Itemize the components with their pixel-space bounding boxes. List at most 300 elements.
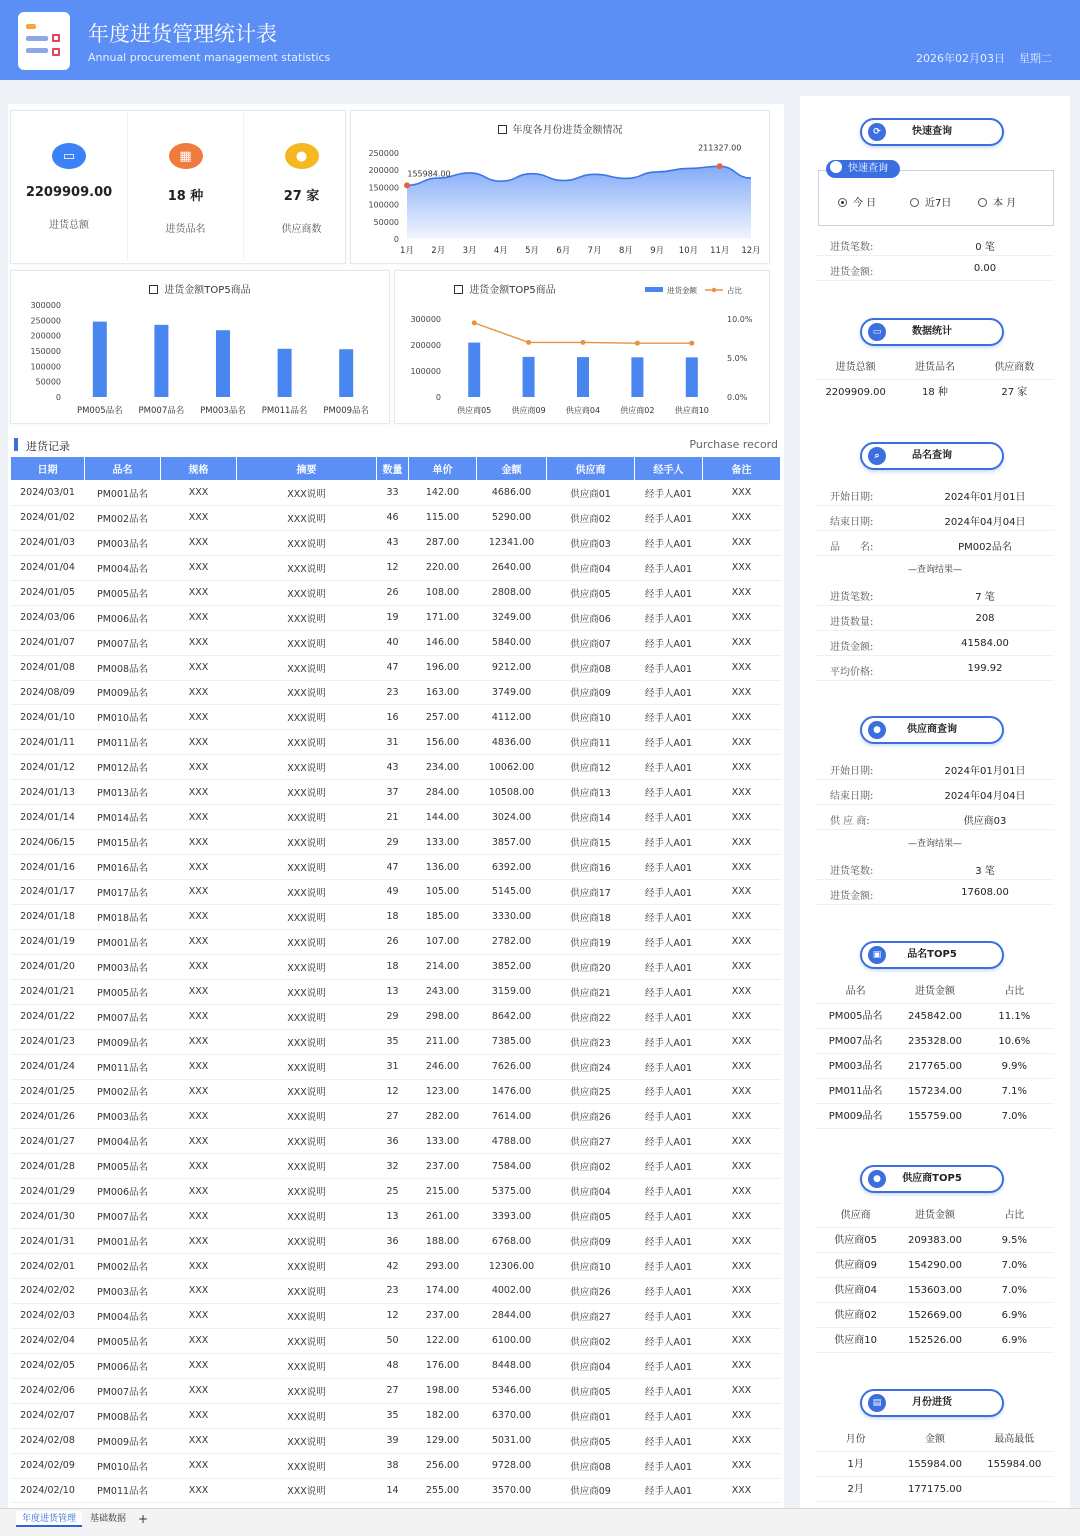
side-table-cell: 152526.00 [907,1335,963,1346]
table-cell: XXX说明 [237,1079,377,1104]
y2-tick-label: 10.0% [727,315,753,324]
table-cell: 107.00 [409,929,477,954]
table-row[interactable] [11,1029,781,1054]
table-cell: 33 [377,481,409,506]
table-row[interactable] [11,680,781,705]
y-tick-label: 250000 [30,316,61,326]
side-table-row [816,1229,1054,1253]
table-cell: 经手人A01 [635,730,703,755]
card-icon: ▭ [52,143,86,169]
row-value: 0 笔 [975,242,995,253]
table-cell: 2024/01/30 [11,1204,85,1229]
row-label: 进货笔数: [830,592,874,603]
table-cell: PM005品名 [85,979,161,1004]
table-cell: 12306.00 [477,1254,547,1279]
table-cell: PM004品名 [85,1129,161,1154]
table-row[interactable] [11,481,781,506]
table-row[interactable] [11,1303,781,1328]
table-row[interactable] [11,730,781,755]
table-cell: 19 [377,605,409,630]
side-table-row [816,1055,1054,1079]
table-cell: 2024/01/12 [11,755,85,780]
side-table-cell: 占比 [1004,1210,1025,1221]
table-cell: 经手人A01 [635,1104,703,1129]
table-cell: 2024/02/02 [11,1279,85,1304]
table-cell: PM012品名 [85,755,161,780]
table-cell: 2024/01/23 [11,1029,85,1054]
table-cell: 供应商03 [547,530,635,555]
table-cell: 176.00 [409,1353,477,1378]
table-row[interactable] [11,1079,781,1104]
table-cell: XXX [161,1104,237,1129]
table-cell: 经手人A01 [635,880,703,905]
table-cell: PM009品名 [85,680,161,705]
table-cell: 29 [377,830,409,855]
table-cell: XXX [161,580,237,605]
row-value: 17608.00 [961,887,1009,898]
table-cell: 5346.00 [477,1378,547,1403]
end-date-input[interactable]: 2024年04月04日 [944,517,1026,528]
table-cell: PM007品名 [85,1004,161,1029]
table-row[interactable] [11,1229,781,1254]
table-row[interactable] [11,1478,781,1503]
sheet-tab-base-data[interactable]: 基础数据 [90,1514,127,1524]
table-cell: 经手人A01 [635,904,703,929]
table-cell: 供应商02 [547,1328,635,1353]
side-table-cell: 217765.00 [907,1061,963,1072]
table-cell: 31 [377,1054,409,1079]
table-cell: 123.00 [409,1079,477,1104]
table-cell: PM017品名 [85,880,161,905]
table-cell: XXX [703,1129,781,1154]
table-cell: XXX [703,1303,781,1328]
table-cell: 237.00 [409,1303,477,1328]
table-cell: PM011品名 [85,1478,161,1503]
row-value: 208 [975,613,995,624]
table-cell: 供应商02 [547,505,635,530]
table-row[interactable] [11,605,781,630]
report-logo-icon [18,12,70,70]
table-cell: XXX [703,1254,781,1279]
y-tick-label: 150000 [368,183,399,193]
table-cell: 43 [377,530,409,555]
table-cell: 23 [377,680,409,705]
table-cell: 经手人A01 [635,954,703,979]
kpi-total-amount [11,111,127,261]
side-table-row [816,1080,1054,1104]
side-table-cell: 11.1% [998,1011,1031,1022]
product-top5-button[interactable] [860,941,1004,969]
table-cell: 供应商09 [547,1478,635,1503]
table-row[interactable] [11,1104,781,1129]
side-table-row [816,1478,1054,1502]
column-header: 单价 [409,457,477,481]
side-panel [800,96,1070,1508]
side-table-cell: 155984.00 [987,1459,1042,1470]
quick-count-row [816,232,1054,256]
row-value: 41584.00 [961,638,1009,649]
y-tick-label: 50000 [35,377,61,387]
radio-label: 今 日 [853,198,877,209]
side-table-cell: PM009品名 [828,1111,883,1122]
table-cell: 3749.00 [477,680,547,705]
table-cell: 243.00 [409,979,477,1004]
kpi-label: 进货总额 [49,220,89,231]
table-cell: 2024/01/29 [11,1179,85,1204]
table-cell: 供应商25 [547,1079,635,1104]
side-table-cell: 品名 [845,986,866,997]
radio-last7[interactable] [910,194,951,209]
table-cell: XXX [703,1179,781,1204]
row-label: 结束日期: [830,517,874,528]
table-row[interactable] [11,1453,781,1478]
table-cell: XXX说明 [237,1279,377,1304]
table-cell: 供应商20 [547,954,635,979]
table-row[interactable] [11,1279,781,1304]
table-cell: 47 [377,655,409,680]
row-label: 开始日期: [830,492,874,503]
table-row[interactable] [11,979,781,1004]
page-subtitle: Annual procurement management statistics [88,51,331,64]
table-cell: 供应商24 [547,1054,635,1079]
table-cell: 经手人A01 [635,481,703,506]
side-table-cell: 最高最低 [994,1434,1035,1445]
table-cell: 2024/03/06 [11,605,85,630]
x-tick-label: PM011品名 [261,406,308,416]
table-cell: XXX说明 [237,1054,377,1079]
x-tick-label: 1月 [400,246,414,256]
lightning-icon: ⟳ [868,123,886,141]
table-row[interactable] [11,1154,781,1179]
table-cell: 5840.00 [477,630,547,655]
bar [631,357,643,397]
table-row[interactable] [11,1378,781,1403]
weekday-text: 星期二 [1019,52,1052,65]
table-cell: 214.00 [409,954,477,979]
table-cell: XXX [161,1079,237,1104]
table-cell: XXX [703,780,781,805]
start-date-input[interactable]: 2024年01月01日 [944,492,1026,503]
supplier-top5-button[interactable] [860,1165,1004,1193]
records-title-en: Purchase record [689,438,778,451]
kpi-product-count [127,111,243,261]
table-cell: XXX [161,755,237,780]
table-cell: 2024/01/28 [11,1154,85,1179]
table-cell: XXX说明 [237,855,377,880]
table-cell: 163.00 [409,680,477,705]
button-label: 数据统计 [912,326,952,337]
table-cell: XXX [161,855,237,880]
supplier-input[interactable]: 供应商03 [963,816,1007,827]
side-table-cell: 7.0% [1001,1285,1028,1296]
table-row[interactable] [11,1353,781,1378]
table-row[interactable] [11,954,781,979]
bar [93,322,107,397]
table-cell: 5031.00 [477,1428,547,1453]
table-cell: XXX说明 [237,1204,377,1229]
table-row[interactable] [11,1328,781,1353]
table-cell: XXX说明 [237,1403,377,1428]
table-cell: 122.00 [409,1328,477,1353]
table-cell: XXX [161,1179,237,1204]
table-cell: 供应商05 [547,1378,635,1403]
side-table-row [816,1304,1054,1328]
table-cell: 供应商13 [547,780,635,805]
table-cell: 2024/01/02 [11,505,85,530]
bar [577,357,589,397]
table-cell: XXX [161,1029,237,1054]
table-row[interactable] [11,655,781,680]
records-title: 进货记录 [26,440,70,453]
table-cell: PM013品名 [85,780,161,805]
data-label: 211327.00 [698,143,742,153]
table-row[interactable] [11,929,781,954]
table-cell: XXX说明 [237,1478,377,1503]
row-label: 进货金额: [830,891,874,902]
table-cell: 48 [377,1353,409,1378]
button-label: 快速查询 [912,126,952,137]
table-cell: XXX [161,1279,237,1304]
table-row[interactable] [11,855,781,880]
side-table-cell: 进货金额 [914,1210,955,1221]
table-cell: 133.00 [409,1129,477,1154]
data-point [404,182,410,188]
side-table-cell: 6.9% [1001,1310,1028,1321]
grid-icon: ▦ [169,143,203,169]
table-cell: 7584.00 [477,1154,547,1179]
side-table-cell: 9.5% [1001,1235,1028,1246]
stats-header: 进货总额 [835,362,876,373]
table-cell: 6100.00 [477,1328,547,1353]
table-cell: PM009品名 [85,1428,161,1453]
x-tick-label: 5月 [525,246,540,256]
column-header: 日期 [11,457,85,481]
table-cell: PM014品名 [85,805,161,830]
table-row[interactable] [11,530,781,555]
table-row[interactable] [11,580,781,605]
table-cell: XXX说明 [237,979,377,1004]
table-cell: PM011品名 [85,1054,161,1079]
table-cell: 18 [377,904,409,929]
side-table-cell: 6.9% [1001,1335,1028,1346]
table-row[interactable] [11,1204,781,1229]
table-cell: 2024/01/05 [11,580,85,605]
table-cell: 211.00 [409,1029,477,1054]
table-body [11,481,781,1503]
side-table-row [816,1453,1054,1477]
sq-end-row [816,781,1054,805]
x-tick-label: 供应商02 [620,406,655,415]
table-cell: 14 [377,1478,409,1503]
x-tick-label: 7月 [587,246,602,256]
table-cell: 36 [377,1129,409,1154]
kpi-panel [10,110,346,264]
table-row[interactable] [11,1403,781,1428]
table-row[interactable] [11,705,781,730]
table-cell: 2024/06/15 [11,830,85,855]
table-cell: XXX [703,1453,781,1478]
table-cell: 287.00 [409,530,477,555]
side-table-cell: 金额 [924,1434,945,1445]
table-cell: PM005品名 [85,580,161,605]
side-table-cell: 209383.00 [907,1235,963,1246]
table-row[interactable] [11,1004,781,1029]
table-cell: 经手人A01 [635,605,703,630]
table-cell: XXX说明 [237,929,377,954]
table-cell: 供应商04 [547,1179,635,1204]
ratio-point [472,320,477,325]
table-cell: PM006品名 [85,1179,161,1204]
table-row[interactable] [11,1054,781,1079]
ratio-point [526,340,531,345]
row-label: 开始日期: [830,766,874,777]
row-value: 7 笔 [975,592,995,603]
table-row[interactable] [11,555,781,580]
product-query-button[interactable] [860,442,1004,470]
table-row[interactable] [11,830,781,855]
side-table-cell: 进货金额 [914,986,955,997]
table-cell: 经手人A01 [635,1054,703,1079]
table-cell: 16 [377,705,409,730]
table-cell: 246.00 [409,1054,477,1079]
kpi-value: 2209909.00 [25,185,113,200]
table-cell: 2024/02/05 [11,1353,85,1378]
table-cell: 256.00 [409,1453,477,1478]
table-row[interactable] [11,805,781,830]
table-row[interactable] [11,630,781,655]
chart-title: 进货金额TOP5商品 [395,281,615,296]
sheet-tab-bar [0,1508,1080,1536]
column-header: 数量 [377,457,409,481]
table-cell: 4002.00 [477,1279,547,1304]
pq-name-row [816,532,1054,556]
table-row[interactable] [11,904,781,929]
table-cell: 5145.00 [477,880,547,905]
table-cell: XXX说明 [237,1303,377,1328]
table-cell: 2024/01/16 [11,855,85,880]
table-cell: 25 [377,1179,409,1204]
monthly-purchase-button[interactable] [860,1389,1004,1417]
column-header: 品名 [85,457,161,481]
table-row[interactable] [11,1428,781,1453]
table-cell: PM003品名 [85,1279,161,1304]
table-cell: XXX [703,1054,781,1079]
table-cell: 经手人A01 [635,630,703,655]
radio-today[interactable] [838,194,876,209]
table-cell: 2024/01/03 [11,530,85,555]
table-cell: 5290.00 [477,505,547,530]
table-cell: 2024/01/25 [11,1079,85,1104]
x-tick-label: PM005品名 [76,406,123,416]
table-cell: XXX [703,580,781,605]
table-cell: XXX [161,655,237,680]
table-cell: XXX [161,1004,237,1029]
table-cell: 2844.00 [477,1303,547,1328]
table-cell: XXX [703,855,781,880]
table-cell: 供应商04 [547,1353,635,1378]
table-cell: 29 [377,1004,409,1029]
table-row[interactable] [11,1179,781,1204]
side-table-row [816,1105,1054,1129]
table-cell: 188.00 [409,1229,477,1254]
ratio-point [635,341,640,346]
table-cell: PM010品名 [85,1453,161,1478]
monthly-chart-panel [350,110,770,264]
product-name-input[interactable]: PM002品名 [958,542,1012,553]
table-cell: PM006品名 [85,1353,161,1378]
table-cell: XXX说明 [237,705,377,730]
table-cell: 经手人A01 [635,830,703,855]
table-cell: 2024/02/09 [11,1453,85,1478]
table-cell: 13 [377,1204,409,1229]
pq-start-row [816,482,1054,506]
table-row[interactable] [11,1254,781,1279]
table-cell: XXX [161,1453,237,1478]
table-cell: XXX说明 [237,1104,377,1129]
table-cell: 2024/01/24 [11,1054,85,1079]
table-cell: XXX说明 [237,755,377,780]
quick-query-button[interactable] [860,118,1004,146]
table-cell: 2782.00 [477,929,547,954]
table-cell: 供应商15 [547,830,635,855]
table-cell: 26 [377,929,409,954]
table-cell: 供应商09 [547,680,635,705]
column-header: 备注 [703,457,781,481]
side-table-cell: PM007品名 [828,1036,883,1047]
table-cell: 供应商08 [547,655,635,680]
side-table-row [816,1254,1054,1278]
table-cell: XXX说明 [237,481,377,506]
bar [339,349,353,397]
table-cell: 35 [377,1029,409,1054]
supplier-query-button[interactable] [860,716,1004,744]
table-row[interactable] [11,505,781,530]
table-cell: XXX说明 [237,1004,377,1029]
table-cell: 2024/01/13 [11,780,85,805]
y-tick-label: 200000 [368,166,399,176]
table-row[interactable] [11,780,781,805]
table-row[interactable] [11,880,781,905]
y-tick-label: 0 [55,393,61,402]
table-cell: PM015品名 [85,830,161,855]
end-date-input[interactable]: 2024年04月04日 [944,791,1026,802]
table-cell: 2024/02/08 [11,1428,85,1453]
side-table-cell: PM005品名 [828,1011,883,1022]
table-cell: XXX [703,1229,781,1254]
sheet-tab-annual[interactable]: 年度进货管理 [16,1511,82,1527]
data-stats-button[interactable] [860,318,1004,346]
table-cell: XXX [161,1353,237,1378]
table-cell: 196.00 [409,655,477,680]
table-cell: 21 [377,805,409,830]
table-cell: 39 [377,1428,409,1453]
table-cell: XXX说明 [237,1353,377,1378]
table-cell: 供应商27 [547,1129,635,1154]
data-label: 155984.00 [407,169,451,179]
add-sheet-button[interactable]: + [138,1512,149,1526]
radio-month[interactable] [978,194,1016,209]
table-cell: 经手人A01 [635,1328,703,1353]
table-cell: XXX [703,1403,781,1428]
table-cell: XXX说明 [237,655,377,680]
row-label: 结束日期: [830,791,874,802]
table-cell: 2024/01/10 [11,705,85,730]
start-date-input[interactable]: 2024年01月01日 [944,766,1026,777]
table-cell: XXX [703,1029,781,1054]
table-row[interactable] [11,755,781,780]
table-cell: XXX [703,1104,781,1129]
table-row[interactable] [11,1129,781,1154]
